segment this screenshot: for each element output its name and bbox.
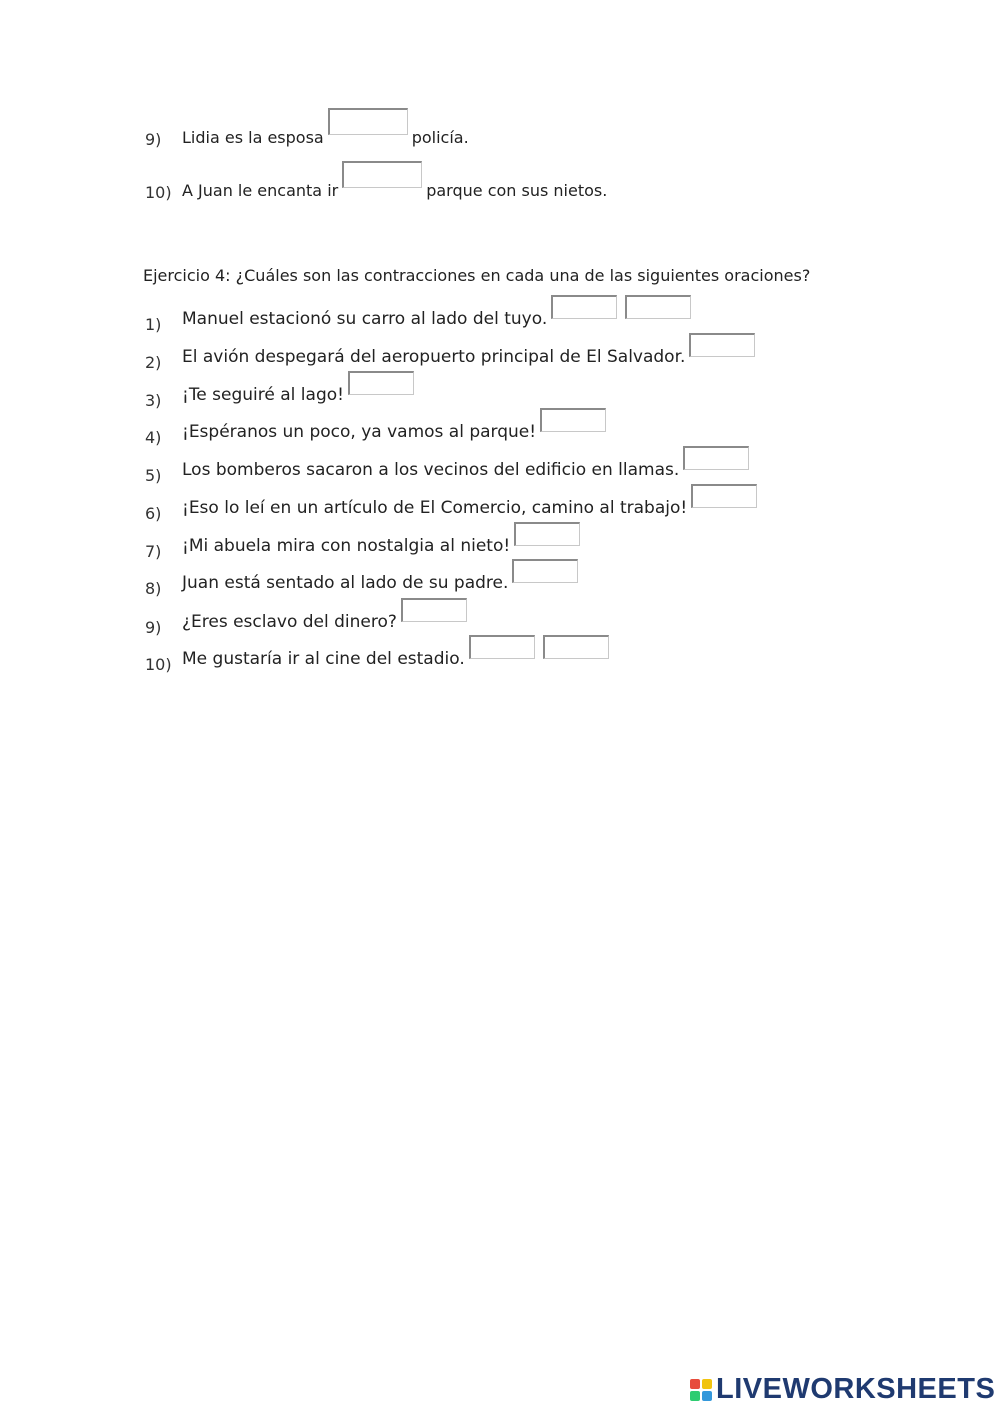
sentence-text: ¡Mi abuela mira con nostalgia al nieto! xyxy=(182,536,511,556)
exercise-item-8 xyxy=(182,569,582,593)
sentence-text: ¡Te seguiré al lago! xyxy=(182,385,344,405)
exercise-item-2 xyxy=(182,343,759,367)
item-number: 10) xyxy=(145,655,172,674)
exercise-item-6 xyxy=(182,494,761,518)
logo-square xyxy=(702,1391,712,1401)
item-number: 9) xyxy=(145,618,162,637)
item-number: 7) xyxy=(145,542,162,561)
exercise-item-1 xyxy=(182,305,695,329)
answer-box[interactable] xyxy=(401,598,467,622)
answer-box[interactable] xyxy=(512,559,578,583)
sentence-text-after: policía. xyxy=(411,128,469,147)
answer-box[interactable] xyxy=(683,446,749,470)
fill-sentence-9 xyxy=(182,120,469,147)
answer-box[interactable] xyxy=(691,484,757,508)
item-number: 8) xyxy=(145,579,162,598)
sentence-text-before: A Juan le encanta ir xyxy=(182,181,339,200)
exercise-item-9 xyxy=(182,608,471,632)
answer-box[interactable] xyxy=(328,108,408,135)
exercise-item-5 xyxy=(182,456,753,480)
answer-box[interactable] xyxy=(514,522,580,546)
item-number: 6) xyxy=(145,504,162,523)
logo-square xyxy=(690,1379,700,1389)
sentence-text: Manuel estacionó su carro al lado del tuyo. xyxy=(182,309,548,329)
answer-box[interactable] xyxy=(625,295,691,319)
logo-square xyxy=(702,1379,712,1389)
fill-sentence-10 xyxy=(182,173,607,200)
exercise-item-10 xyxy=(182,645,613,669)
exercise-item-4 xyxy=(182,418,610,442)
logo-text: LIVEWORKSHEETS xyxy=(716,1373,996,1405)
item-number: 1) xyxy=(145,315,162,334)
answer-box[interactable] xyxy=(540,408,606,432)
answer-box[interactable] xyxy=(469,635,535,659)
sentence-text: Me gustaría ir al cine del estadio. xyxy=(182,649,465,669)
sentence-text: ¡Eso lo leí en un artículo de El Comercio, camino al trabajo! xyxy=(182,498,688,518)
logo-square xyxy=(690,1391,700,1401)
item-number: 3) xyxy=(145,391,162,410)
item-number: 2) xyxy=(145,353,162,372)
sentence-text: El avión despegará del aeropuerto principal de El Salvador. xyxy=(182,347,686,367)
logo-mark-icon xyxy=(690,1379,712,1401)
item-number: 5) xyxy=(145,466,162,485)
exercise-4-heading: Ejercicio 4: ¿Cuáles son las contracciones en cada una de las siguientes oraciones? xyxy=(143,266,811,285)
item-number: 4) xyxy=(145,428,162,447)
item-number: 9) xyxy=(145,130,162,149)
sentence-text: ¡Espéranos un poco, ya vamos al parque! xyxy=(182,422,537,442)
exercise-item-3 xyxy=(182,381,418,405)
answer-box[interactable] xyxy=(348,371,414,395)
answer-box[interactable] xyxy=(342,161,422,188)
answer-box[interactable] xyxy=(689,333,755,357)
sentence-text: Juan está sentado al lado de su padre. xyxy=(182,573,509,593)
sentence-text-after: parque con sus nietos. xyxy=(426,181,608,200)
item-number: 10) xyxy=(145,183,172,202)
sentence-text-before: Lidia es la esposa xyxy=(182,128,324,147)
sentence-text: Los bomberos sacaron a los vecinos del edificio en llamas. xyxy=(182,460,680,480)
exercise-item-7 xyxy=(182,532,584,556)
liveworksheets-logo[interactable] xyxy=(690,1373,995,1406)
sentence-text: ¿Eres esclavo del dinero? xyxy=(182,612,397,632)
answer-box[interactable] xyxy=(543,635,609,659)
answer-box[interactable] xyxy=(551,295,617,319)
